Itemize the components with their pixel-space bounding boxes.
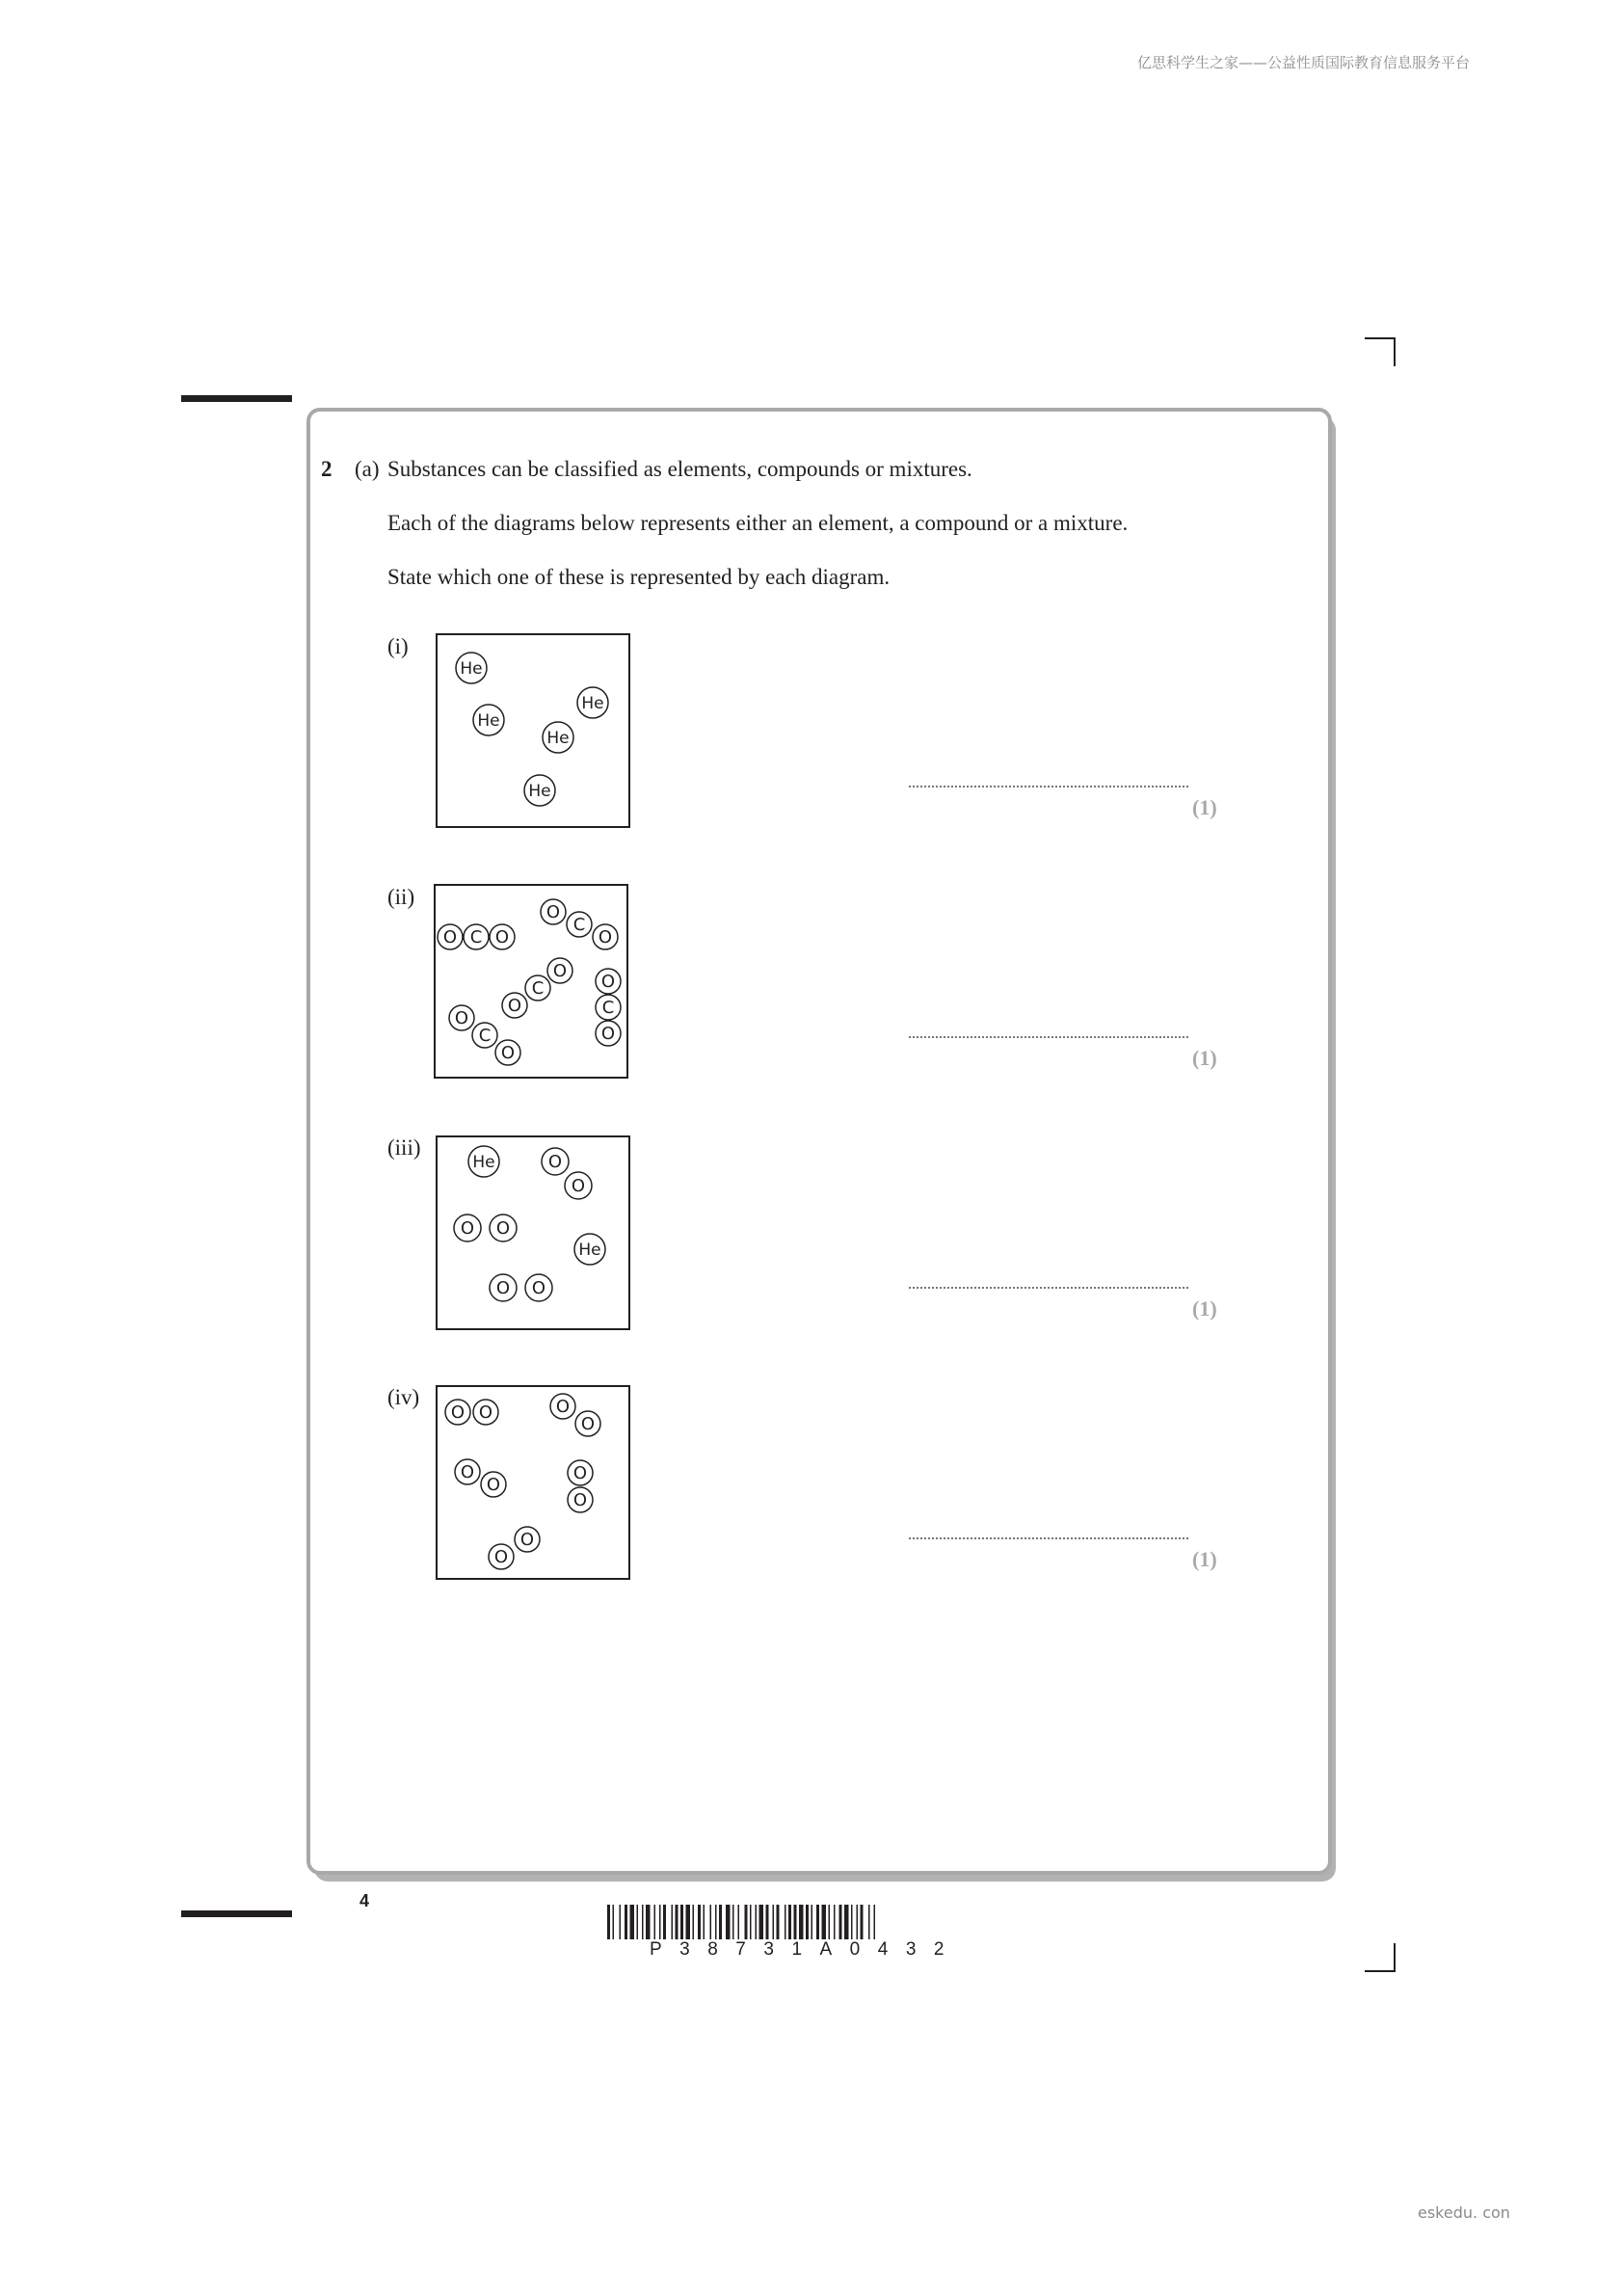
atom-o [515, 1527, 540, 1552]
svg-text:O: O [507, 996, 522, 1016]
barcode-bar [839, 1905, 842, 1939]
barcode-bar [676, 1905, 678, 1939]
diagram-iii [436, 1135, 630, 1330]
svg-text:O: O [600, 1024, 616, 1044]
svg-text:C: C [601, 998, 615, 1018]
svg-text:O: O [552, 961, 568, 981]
atom-he [543, 722, 573, 753]
barcode-bar [663, 1905, 666, 1939]
barcode-bar [844, 1905, 849, 1939]
atom-o [575, 1411, 600, 1436]
atom-c [596, 995, 621, 1020]
svg-text:O: O [486, 1475, 501, 1495]
diagram-i [436, 633, 630, 828]
item-label-ii: (ii) [387, 885, 415, 909]
atom-o [449, 1005, 474, 1030]
answer-line-iii[interactable] [909, 1287, 1188, 1289]
margin-bar-bottom [181, 1910, 292, 1917]
footer-watermark: eskedu. con [1418, 2203, 1510, 2222]
svg-text:C: C [469, 927, 483, 948]
atom-c [567, 912, 592, 937]
barcode-bar [829, 1905, 831, 1939]
question-intro: Substances can be classified as elements, compounds or mixtures. [387, 457, 972, 481]
svg-text:He: He [460, 659, 483, 679]
barcode-bar [851, 1905, 853, 1939]
barcode-bar [686, 1905, 691, 1939]
atom-he [456, 653, 487, 683]
atom-o [473, 1400, 498, 1425]
barcode-bar [607, 1905, 610, 1939]
atom-o [489, 1544, 514, 1569]
mark-allocation-iii: (1) [1192, 1296, 1217, 1321]
atom-o [542, 1148, 569, 1175]
answer-line-i[interactable] [909, 786, 1188, 788]
svg-text:O: O [495, 1278, 511, 1298]
svg-text:O: O [442, 927, 458, 948]
barcode-bar [693, 1905, 695, 1939]
atom-he [473, 705, 504, 735]
barcode-bar [812, 1905, 813, 1939]
atom-o [596, 1021, 621, 1046]
question-line-3: State which one of these is represented by each diagram. [387, 565, 891, 589]
svg-text:O: O [555, 1397, 571, 1417]
svg-text:O: O [500, 1043, 516, 1063]
barcode-bar [806, 1905, 809, 1939]
question-part-label: (a) [355, 457, 380, 481]
barcode-bar [726, 1905, 731, 1939]
barcode-bar [654, 1905, 656, 1939]
barcode-bar [738, 1905, 740, 1939]
atom-o [550, 1394, 575, 1419]
barcode-bar [698, 1905, 701, 1939]
barcode-bar [834, 1905, 836, 1939]
barcode-bar [719, 1905, 722, 1939]
atom-o [490, 1274, 517, 1301]
barcode-bar [756, 1905, 758, 1939]
barcode-bar [785, 1905, 786, 1939]
svg-text:He: He [472, 1153, 495, 1172]
barcode-bar [777, 1905, 780, 1939]
item-label-i: (i) [387, 634, 409, 658]
svg-text:O: O [454, 1008, 469, 1028]
svg-text:O: O [600, 972, 616, 992]
atom-o [490, 1215, 517, 1241]
barcode-bar [868, 1905, 870, 1939]
margin-bar-top [181, 395, 292, 402]
item-label-iv: (iv) [387, 1385, 420, 1409]
atom-o [525, 1274, 552, 1301]
atom-o [541, 899, 566, 924]
barcode-bar [816, 1905, 819, 1939]
barcode-bar [759, 1905, 764, 1939]
svg-text:O: O [460, 1462, 475, 1482]
atom-o [481, 1472, 506, 1497]
question-line-2: Each of the diagrams below represents either an element, a compound or a mixture. [387, 511, 1129, 535]
atom-o [596, 969, 621, 994]
svg-text:C: C [478, 1026, 492, 1046]
atom-o [565, 1172, 592, 1199]
barcode-bar [630, 1905, 635, 1939]
barcode-bar [710, 1905, 712, 1939]
question-number: 2 [321, 457, 333, 481]
barcode-bar [745, 1905, 748, 1939]
barcode-bar [857, 1905, 859, 1939]
atom-o [568, 1487, 593, 1512]
barcode-bar [637, 1905, 639, 1939]
atom-o [547, 958, 572, 983]
barcode-bar [732, 1905, 734, 1939]
barcode-bar [613, 1905, 615, 1939]
barcode-bar [861, 1905, 864, 1939]
svg-text:O: O [494, 927, 510, 948]
answer-line-iv[interactable] [909, 1537, 1188, 1539]
barcode-bar [874, 1905, 876, 1939]
diagram-ii [434, 884, 628, 1079]
svg-text:O: O [572, 1490, 588, 1510]
barcode-bar [680, 1905, 683, 1939]
barcode-bar [620, 1905, 622, 1939]
crop-mark-bottom-right-v [1394, 1943, 1396, 1972]
svg-text:He: He [528, 782, 551, 801]
atom-o [495, 1040, 520, 1065]
mark-allocation-i: (1) [1192, 795, 1217, 819]
mark-allocation-iv: (1) [1192, 1547, 1217, 1571]
barcode-text: P38731A0432 [650, 1939, 962, 1960]
barcode-bar [773, 1905, 775, 1939]
svg-text:He: He [546, 729, 570, 748]
barcode-bar [659, 1905, 661, 1939]
svg-text:O: O [580, 1414, 596, 1434]
barcode-bar [799, 1905, 804, 1939]
barcode-bar [642, 1905, 644, 1939]
svg-text:O: O [493, 1547, 509, 1567]
atom-o [438, 924, 463, 949]
barcode-bar [672, 1905, 674, 1939]
header-watermark: 亿思科学生之家——公益性质国际教育信息服务平台 [1137, 54, 1471, 71]
atom-c [464, 924, 489, 949]
crop-mark-top-right-v [1394, 337, 1396, 366]
svg-text:O: O [495, 1218, 511, 1239]
svg-text:O: O [450, 1402, 466, 1423]
svg-text:O: O [547, 1152, 563, 1172]
svg-text:O: O [598, 927, 613, 948]
svg-text:O: O [572, 1463, 588, 1483]
atom-o [445, 1400, 470, 1425]
svg-text:C: C [531, 978, 545, 999]
svg-text:O: O [545, 902, 561, 922]
atom-c [472, 1023, 497, 1048]
barcode-bar [750, 1905, 752, 1939]
svg-text:He: He [578, 1241, 601, 1260]
mark-allocation-ii: (1) [1192, 1046, 1217, 1070]
atom-o [454, 1215, 481, 1241]
crop-mark-top-right-h [1365, 337, 1396, 339]
barcode-bar [794, 1905, 797, 1939]
barcode-bar [766, 1905, 769, 1939]
atom-he [468, 1146, 499, 1177]
barcode-bar [625, 1905, 627, 1939]
svg-text:O: O [478, 1402, 493, 1423]
atom-o [455, 1459, 480, 1484]
barcode-bar [822, 1905, 827, 1939]
barcode-bar [646, 1905, 651, 1939]
svg-text:O: O [571, 1176, 586, 1196]
svg-text:O: O [531, 1278, 546, 1298]
page-number: 4 [359, 1891, 370, 1910]
item-label-iii: (iii) [387, 1135, 421, 1160]
atom-o [568, 1460, 593, 1485]
svg-text:C: C [572, 915, 586, 935]
atom-c [525, 975, 550, 1001]
atom-he [574, 1234, 605, 1265]
atom-he [524, 775, 555, 806]
atom-o [490, 924, 515, 949]
crop-mark-bottom-right-h [1365, 1970, 1394, 1972]
answer-line-ii[interactable] [909, 1036, 1188, 1038]
barcode-bar [715, 1905, 717, 1939]
svg-text:He: He [581, 694, 604, 713]
barcode-bar [788, 1905, 791, 1939]
svg-text:O: O [460, 1218, 475, 1239]
diagram-iv [436, 1385, 630, 1580]
atom-he [577, 687, 608, 718]
atom-o [502, 993, 527, 1018]
barcode-bar [704, 1905, 705, 1939]
svg-text:O: O [519, 1530, 535, 1550]
svg-text:He: He [477, 711, 500, 731]
barcode [607, 1905, 1027, 1943]
atom-o [593, 924, 618, 949]
